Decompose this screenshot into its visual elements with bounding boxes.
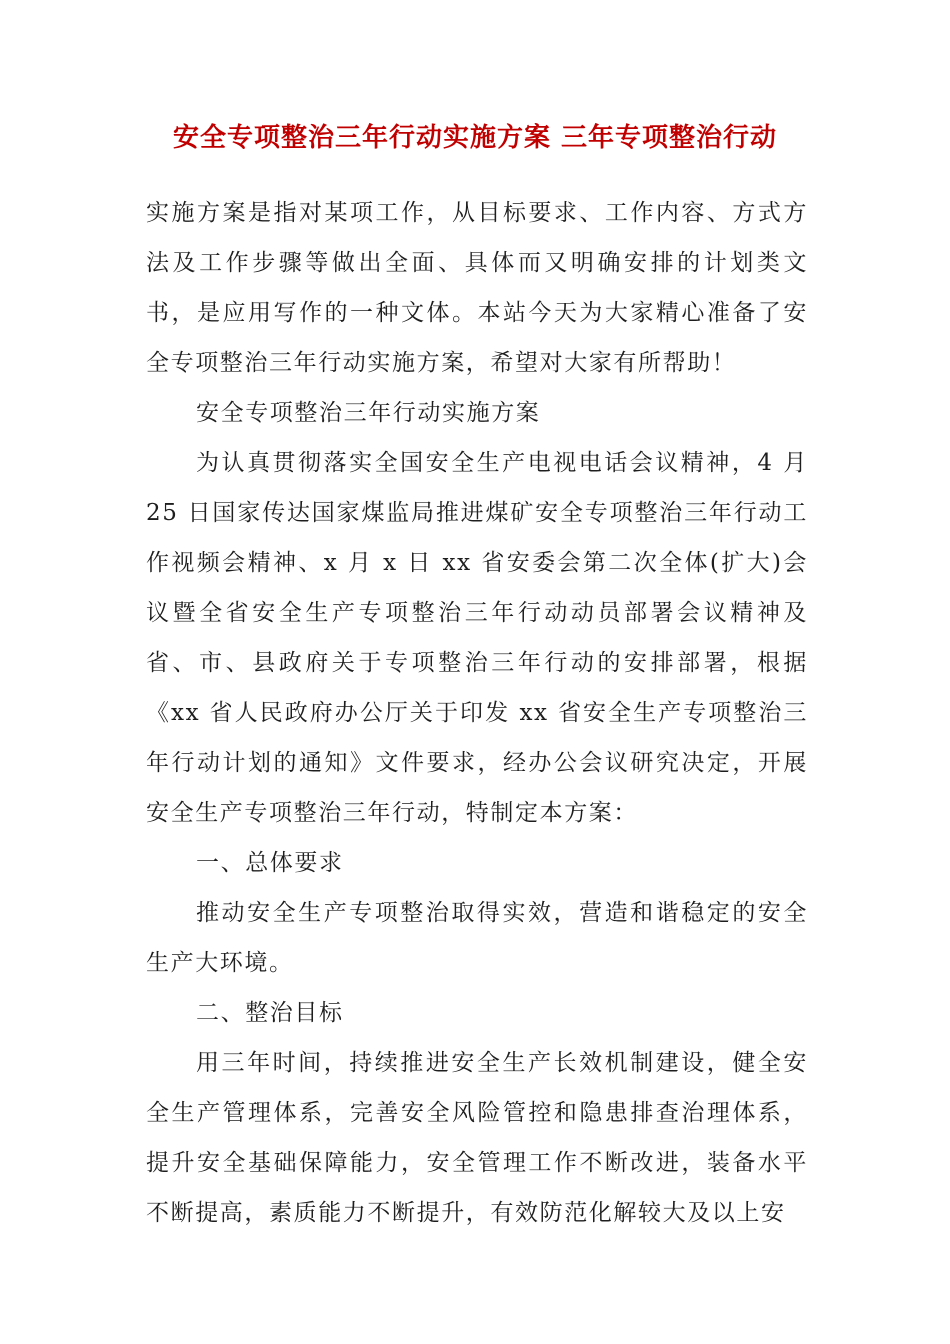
document-title: 安全专项整治三年行动实施方案 三年专项整治行动 [172,123,778,153]
paragraph-overall-requirements: 推动安全生产专项整治取得实效，营造和谐稳定的安全生产大环境。 [146,900,808,976]
section-heading-overall-requirements: 一、总体要求 [196,850,344,876]
paragraph-subtitle: 安全专项整治三年行动实施方案 [196,400,541,426]
paragraph-intro: 实施方案是指对某项工作，从目标要求、工作内容、方式方法及工作步骤等做出全面、具体而又明确安排的计划类文书，是应用写作的一种文体。本站今天为大家精心准备了安全专项整治三年行动实施方案，希望对大家有所帮助！ [146,200,808,376]
paragraph-goals: 用三年时间，持续推进安全生产长效机制建设，健全安全生产管理体系，完善安全风险管控和隐患排查治理体系，提升安全基础保障能力，安全管理工作不断改进，装备水平不断提高，素质能力不断提升，有效防范化解较大及以上安 [146,1050,808,1226]
paragraph-background: 为认真贯彻落实全国安全生产电视电话会议精神，4 月 25 日国家传达国家煤监局推进煤矿安全专项整治三年行动工作视频会精神、x 月 x 日 xx 省安委会第二次全体(扩大)会议暨全省安全生产专项整治三年行动动员部署会议精神及省、市、县政府关于专项整治三年行动的安排部署，根据《xx 省人民政府办公厅关于印发 xx 省安全生产专项整治三年行动计划的通知》文件要求，经办公会议研究决定，开展安全生产专项整治三年行动，特制定本方案： [146,450,808,826]
document-body [146,188,808,1238]
section-heading-goals: 二、整治目标 [196,1000,344,1026]
